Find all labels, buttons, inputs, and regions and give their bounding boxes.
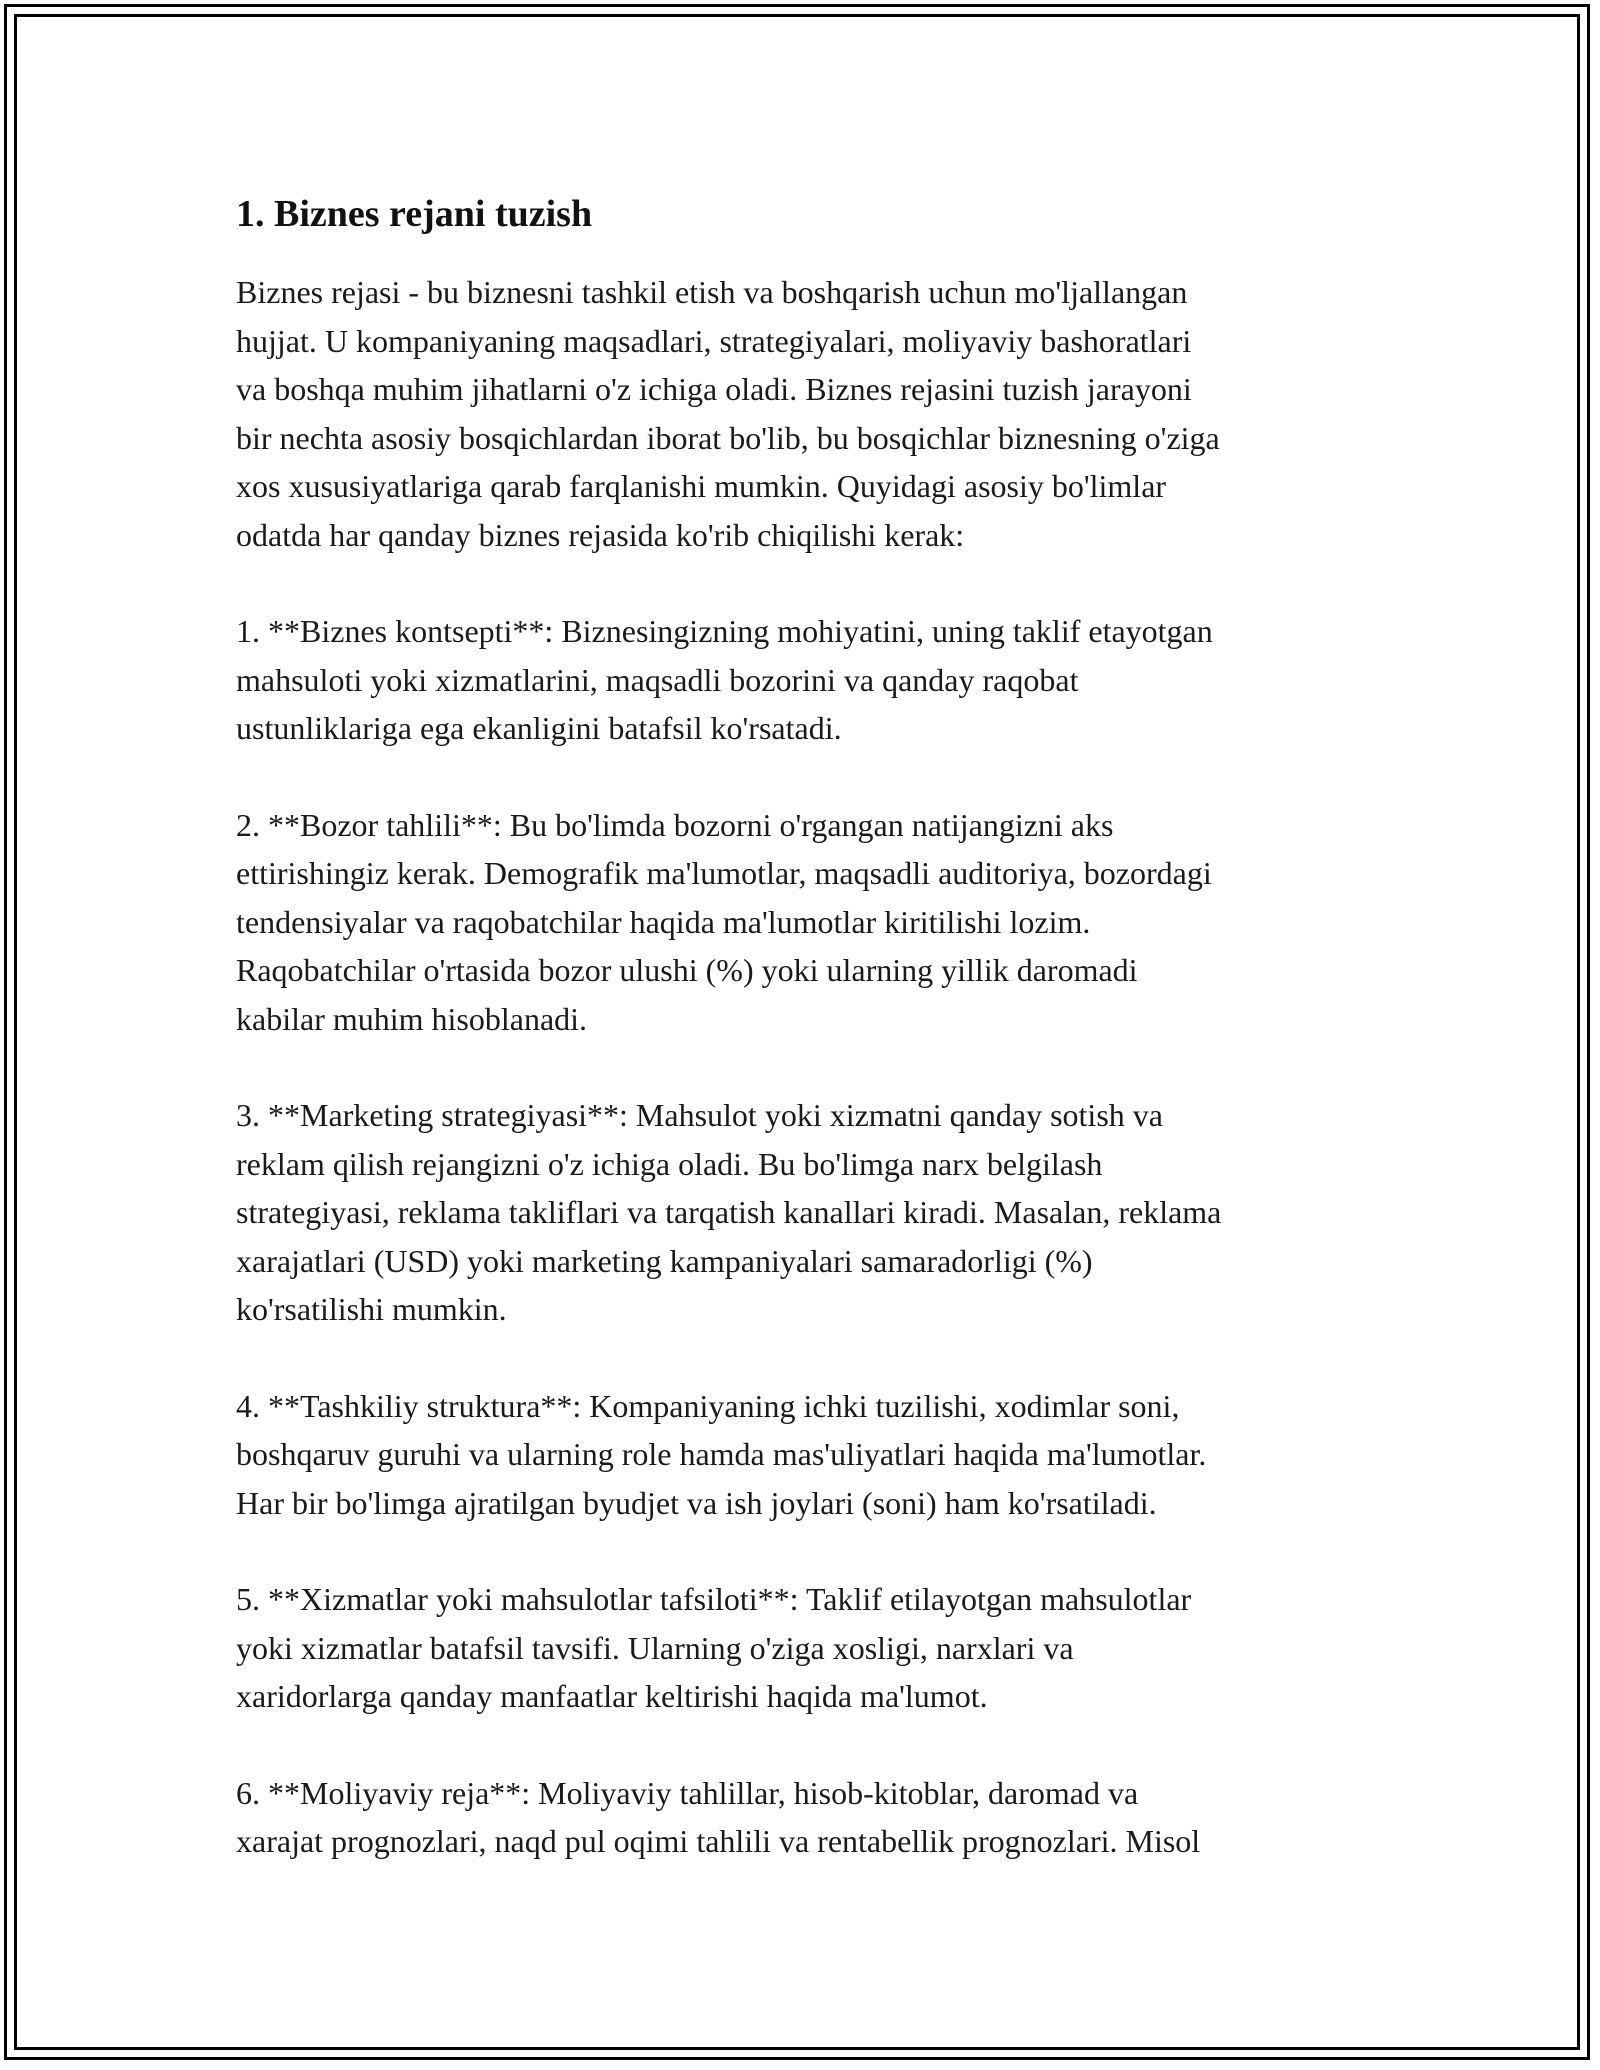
list-item-market-analysis: 2. **Bozor tahlili**: Bu bo'limda bozorni o'rgangan natijangizni aks ettirishingiz kerak. Demografik ma'lumotlar, maqsadli auditoriya, bozordagi tendensiyalar va raqobatchilar haqida ma'lumotlar kiritilishi lozim. Raqobatchilar o'rtasida bozor ulushi (%) yoki ularning yillik daromadi kabilar muhim hisoblanadi. [236, 806, 1212, 1037]
list-item-financial-plan: 6. **Moliyaviy reja**: Moliyaviy tahlillar, hisob-kitoblar, daromad va xarajat prognozlari, naqd pul oqimi tahlili va rentabellik prognozlari. Misol [236, 1774, 1201, 1859]
document-body [236, 190, 1376, 1914]
list-item-business-concept: 1. **Biznes kontsepti**: Biznesingizning mohiyatini, uning taklif etayotgan mahsuloti yoki xizmatlarini, maqsadli bozorini va qanday raqobat ustunliklariga ega ekanligini batafsil ko'rsatadi. [236, 613, 1213, 746]
list-item-marketing-strategy: 3. **Marketing strategiyasi**: Mahsulot yoki xizmatni qanday sotish va reklam qilish rejangizni o'z ichiga oladi. Bu bo'limga narx belgilash strategiyasi, reklama takliflari va tarqatish kanallari kiradi. Masalan, reklama xarajatlari (USD) yoki marketing kampaniyalari samaradorligi (%) ko'rsatilishi mumkin. [236, 1097, 1222, 1327]
list-item-products-services: 5. **Xizmatlar yoki mahsulotlar tafsiloti**: Taklif etilayotgan mahsulotlar yoki xizmatlar batafsil tavsifi. Ularning o'ziga xosligi, narxlari va xaridorlarga qanday manfaatlar keltirishi haqida ma'lumot. [236, 1581, 1192, 1714]
section-heading: 1. Biznes rejani tuzish [236, 193, 593, 235]
intro-paragraph: Biznes rejasi - bu biznesni tashkil etish va boshqarish uchun mo'ljallangan hujjat. U kompaniyaning maqsadlari, strategiyalari, moliyaviy bashoratlari va boshqa muhim jihatlarni o'z ichiga oladi. Biznes rejasini tuzish jarayoni bir nechta asosiy bosqichlardan iborat bo'lib, bu bosqichlar biznesning o'ziga xos xususiyatlariga qarab farqlanishi mumkin. Quyidagi asosiy bo'limlar odatda har qanday biznes rejasida ko'rib chiqilishi kerak: [236, 274, 1220, 553]
list-item-organizational-structure: 4. **Tashkiliy struktura**: Kompaniyaning ichki tuzilishi, xodimlar soni, boshqaruv guruhi va ularning role hamda mas'uliyatlari haqida ma'lumotlar. Har bir bo'limga ajratilgan byudjet va ish joylari (soni) ham ko'rsatiladi. [236, 1387, 1207, 1521]
